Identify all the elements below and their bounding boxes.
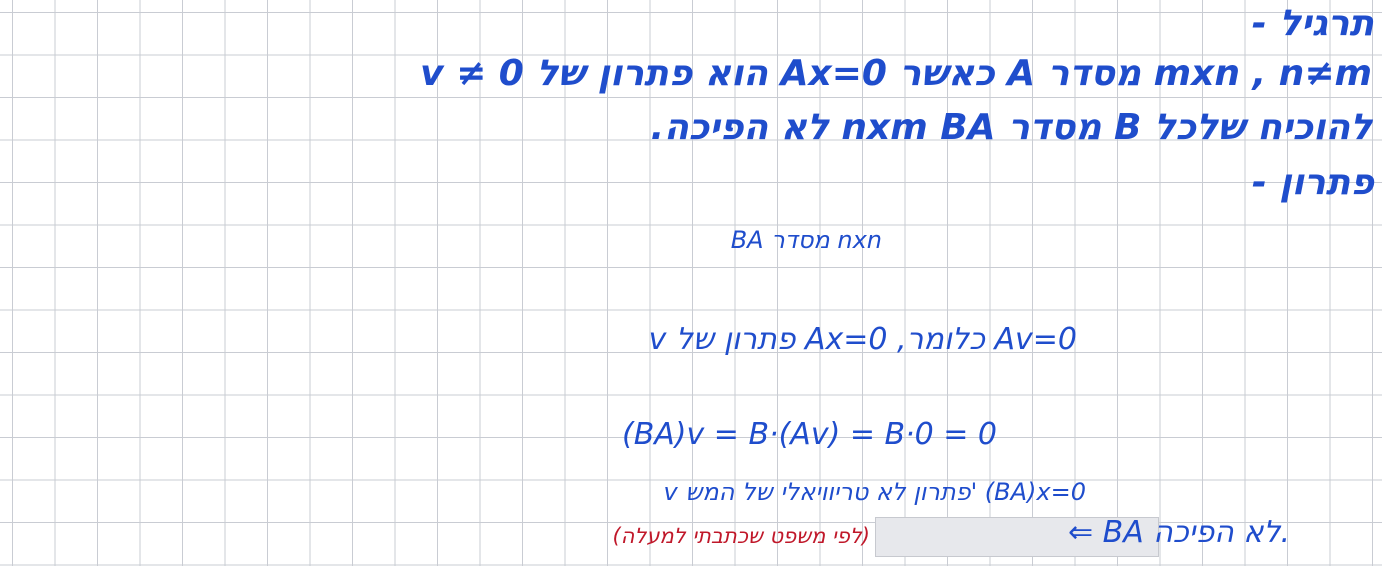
- margin-note: (לפי משפט שכתבתי למעלה): [612, 524, 870, 548]
- exercise-title: תרגיל -: [1251, 3, 1374, 44]
- proof-step-2: v פתרון של Ax=0 ,כלומר Av=0: [648, 322, 1077, 357]
- conclusion: ⇐ BA לא הפיכה.: [1067, 515, 1290, 550]
- proof-step-1: BA מסדר nxn: [730, 226, 882, 254]
- solution-title: פתרון -: [1251, 162, 1374, 203]
- proof-step-4: v פתרון לא טריוויאלי של המש' (BA)x=0: [663, 478, 1086, 506]
- proof-equation: (BA)v = B·(Av) = B·0 = 0: [622, 417, 997, 452]
- claim-line-2: להוכיח שלכל B מסדר nxm BA לא הפיכה.: [650, 107, 1372, 148]
- claim-line-1: v ≠ 0 הוא פתרון של Ax=0 כאשר A מסדר mxn , n≠m: [420, 53, 1372, 94]
